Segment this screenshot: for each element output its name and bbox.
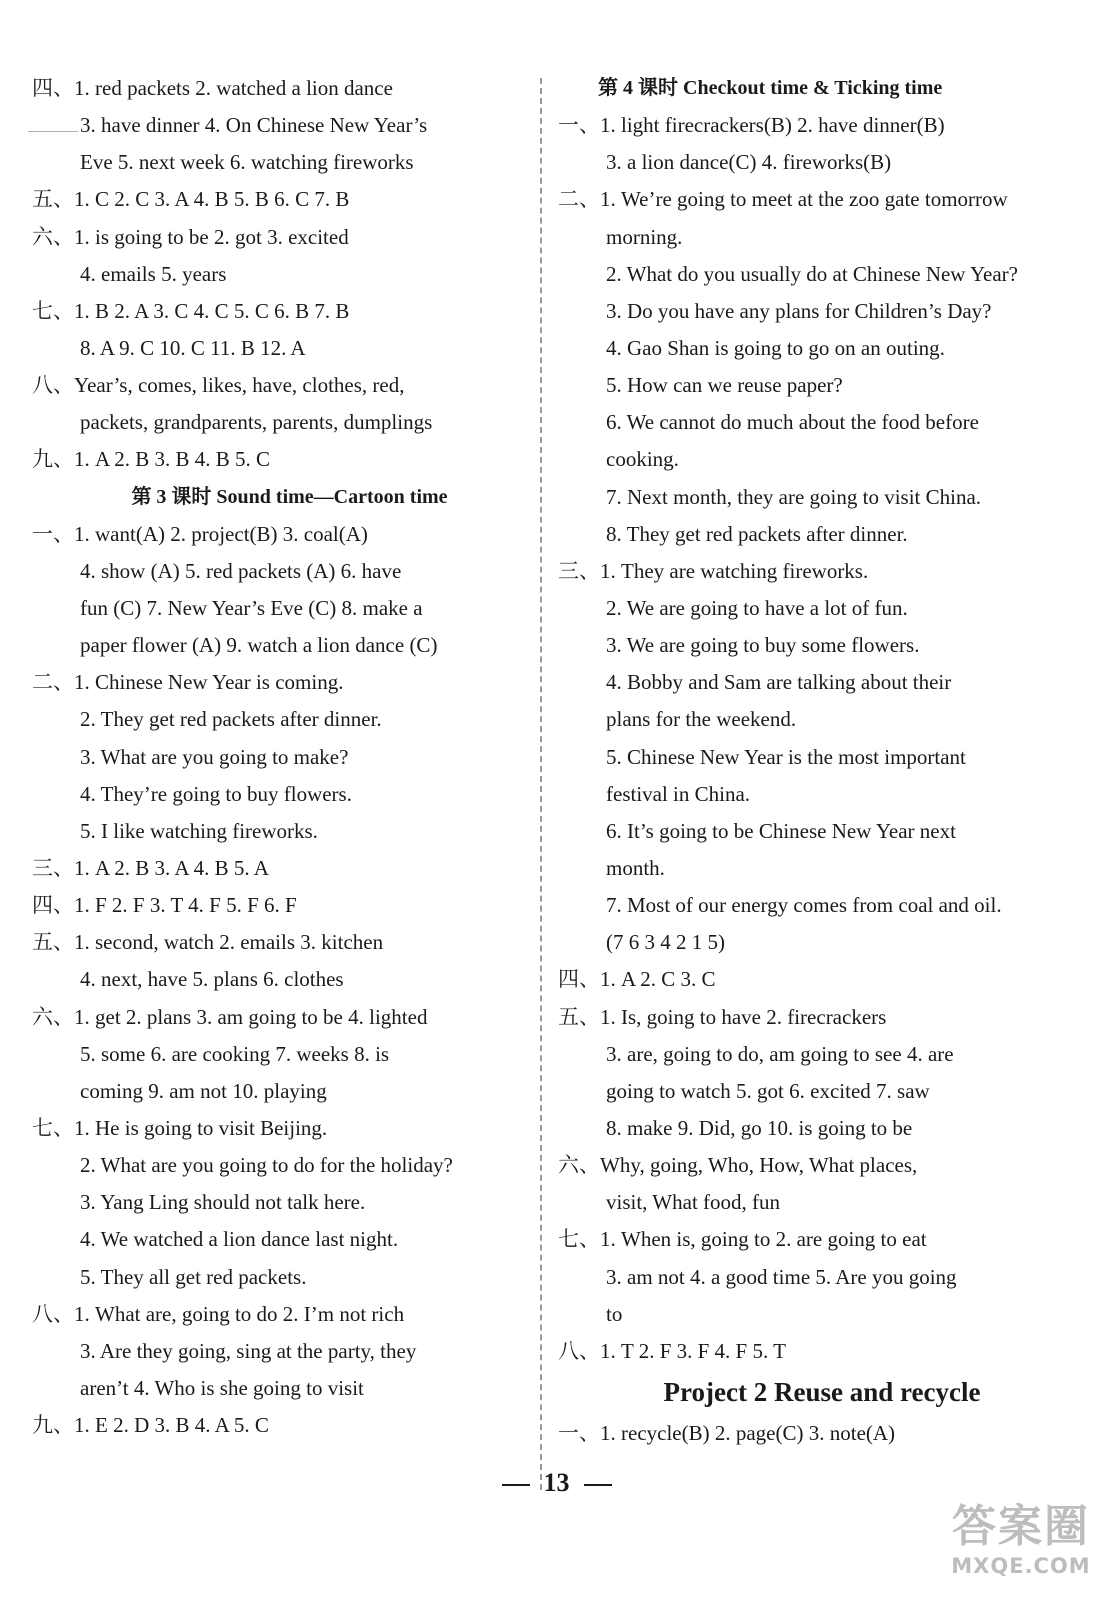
answer-line: 4. show (A) 5. red packets (A) 6. have <box>80 558 402 583</box>
answer-line: paper flower (A) 9. watch a lion dance (C) <box>80 633 438 658</box>
section-heading: 第 3 课时 Sound time—Cartoon time <box>131 485 448 508</box>
answer-line: 3. have dinner 4. On Chinese New Year’s <box>80 113 428 138</box>
answer-line: 八、Year’s, comes, likes, have, clothes, red, <box>32 373 405 398</box>
answer-line: 四、1. A 2. C 3. C <box>558 967 716 992</box>
answer-line: 8. A 9. C 10. C 11. B 12. A <box>80 335 306 360</box>
answer-line: packets, grandparents, parents, dumplings <box>80 410 433 435</box>
answer-line: cooking. <box>606 447 679 472</box>
answer-line: 5. They all get red packets. <box>80 1264 307 1289</box>
answer-line: 2. We are going to have a lot of fun. <box>606 595 908 620</box>
answer-line: 六、1. get 2. plans 3. am going to be 4. lighted <box>32 1004 428 1029</box>
answer-line: 3. We are going to buy some flowers. <box>606 633 920 658</box>
answer-line: 4. Gao Shan is going to go on an outing. <box>606 335 945 360</box>
section-heading: 第 4 课时 Checkout time & Ticking time <box>598 77 943 99</box>
answer-line: 2. What are you going to do for the holiday? <box>80 1153 453 1178</box>
watermark-top: 答案圈 <box>952 1501 1090 1552</box>
answer-line: 3. are, going to do, am going to see 4. are <box>606 1041 954 1066</box>
answer-line: 七、1. When is, going to 2. are going to eat <box>558 1227 927 1252</box>
answer-line: 七、1. He is going to visit Beijing. <box>32 1115 328 1140</box>
answer-line: 四、1. F 2. F 3. T 4. F 5. F 6. F <box>32 893 297 918</box>
answer-line: morning. <box>606 224 683 249</box>
left-column <box>32 70 547 1444</box>
answer-line: 八、1. T 2. F 3. F 4. F 5. T <box>558 1338 786 1363</box>
dash-left <box>502 1484 530 1486</box>
answer-line: 8. They get red packets after dinner. <box>606 521 908 546</box>
answer-line: Eve 5. next week 6. watching fireworks <box>80 150 414 175</box>
right-column <box>558 70 1086 1452</box>
answer-line: to <box>606 1301 623 1326</box>
answer-line: going to watch 5. got 6. excited 7. saw <box>606 1078 930 1103</box>
answer-line: 2. They get red packets after dinner. <box>80 707 382 732</box>
answer-line: 一、1. want(A) 2. project(B) 3. coal(A) <box>32 521 368 546</box>
answer-line: 八、1. What are, going to do 2. I’m not rich <box>32 1301 405 1326</box>
answer-line: 三、1. They are watching fireworks. <box>558 558 869 583</box>
watermark-logo <box>941 1502 1101 1592</box>
answer-line: 3. a lion dance(C) 4. fireworks(B) <box>606 150 892 175</box>
answer-line: month. <box>606 855 665 880</box>
answer-line: 4. We watched a lion dance last night. <box>80 1227 399 1252</box>
answer-line: 7. Most of our energy comes from coal and oil. <box>606 893 1002 918</box>
answer-line: 5. I like watching fireworks. <box>80 818 318 843</box>
answer-line: 4. They’re going to buy flowers. <box>80 781 352 806</box>
watermark-bottom: MXQE.COM <box>951 1554 1091 1578</box>
answer-line: 五、1. C 2. C 3. A 4. B 5. B 6. C 7. B <box>32 187 350 212</box>
answer-line: 3. Do you have any plans for Children’s Day? <box>606 298 992 323</box>
answer-line: 6. We cannot do much about the food before <box>606 410 979 435</box>
answer-line: 六、Why, going, Who, How, What places, <box>558 1153 918 1178</box>
answer-line: 二、1. We’re going to meet at the zoo gate tomorrow <box>558 187 1008 212</box>
answer-line: plans for the weekend. <box>606 707 797 732</box>
dash-right <box>584 1484 612 1486</box>
answer-line: 二、1. Chinese New Year is coming. <box>32 670 344 695</box>
answer-line: 七、1. B 2. A 3. C 4. C 5. C 6. B 7. B <box>32 298 350 323</box>
answer-line: 2. What do you usually do at Chinese New Year? <box>606 261 1018 286</box>
answer-line: 5. How can we reuse paper? <box>606 373 843 398</box>
answer-line: visit, What food, fun <box>606 1190 781 1215</box>
answer-line: coming 9. am not 10. playing <box>80 1078 327 1103</box>
answer-line: 3. am not 4. a good time 5. Are you going <box>606 1264 957 1289</box>
answer-line: 4. Bobby and Sam are talking about their <box>606 670 952 695</box>
answer-line: 8. make 9. Did, go 10. is going to be <box>606 1115 913 1140</box>
answer-line: 3. Are they going, sing at the party, they <box>80 1338 417 1363</box>
answer-line: 四、1. red packets 2. watched a lion dance <box>32 76 393 100</box>
answer-line: 五、1. second, watch 2. emails 3. kitchen <box>32 930 384 955</box>
page-number <box>0 1468 1113 1498</box>
answer-line: 5. some 6. are cooking 7. weeks 8. is <box>80 1041 390 1066</box>
answer-line: 五、1. Is, going to have 2. firecrackers <box>558 1004 887 1029</box>
answer-line: festival in China. <box>606 781 751 806</box>
answer-line: 九、1. A 2. B 3. B 4. B 5. C <box>32 447 271 472</box>
answer-line: 一、1. light firecrackers(B) 2. have dinner(B) <box>558 113 945 138</box>
answer-line: 7. Next month, they are going to visit China. <box>606 484 982 509</box>
answer-line: 3. Yang Ling should not talk here. <box>80 1190 366 1215</box>
answer-line: 4. next, have 5. plans 6. clothes <box>80 967 344 992</box>
answer-line: 九、1. E 2. D 3. B 4. A 5. C <box>32 1413 269 1438</box>
answer-line: fun (C) 7. New Year’s Eve (C) 8. make a <box>80 595 423 620</box>
answer-line: (7 6 3 4 2 1 5) <box>606 930 725 955</box>
answer-line: aren’t 4. Who is she going to visit <box>80 1375 364 1400</box>
column-divider <box>540 78 542 1490</box>
answer-line: 4. emails 5. years <box>80 261 227 286</box>
answer-line: 六、1. is going to be 2. got 3. excited <box>32 224 349 249</box>
answer-line: 5. Chinese New Year is the most important <box>606 744 966 769</box>
page-number-text: 13 <box>543 1468 570 1497</box>
answer-line: 6. It’s going to be Chinese New Year next <box>606 818 956 843</box>
answer-line: 一、1. recycle(B) 2. page(C) 3. note(A) <box>558 1420 896 1445</box>
answer-line: 三、1. A 2. B 3. A 4. B 5. A <box>32 855 269 880</box>
answer-line: 3. What are you going to make? <box>80 744 349 769</box>
project-heading: Project 2 Reuse and recycle <box>663 1376 981 1407</box>
